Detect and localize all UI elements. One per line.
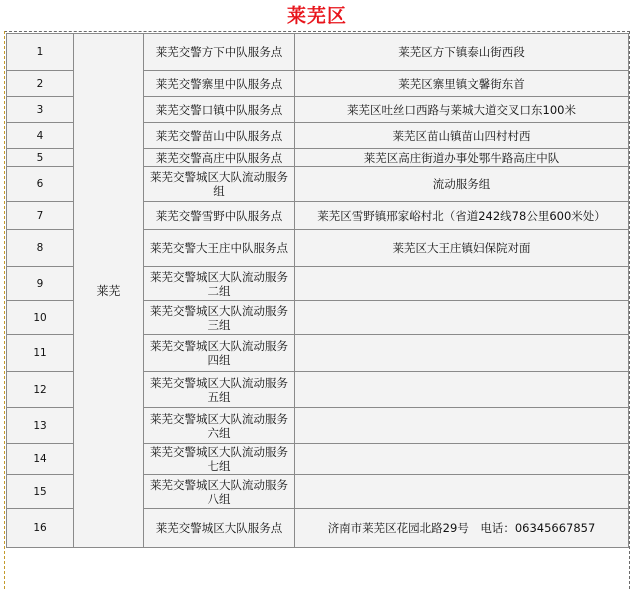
row-number: 8 [7,230,74,267]
row-number: 12 [7,372,74,408]
row-number: 3 [7,97,74,123]
row-number: 14 [7,444,74,475]
service-point-name: 莱芜交警大王庄中队服务点 [144,230,295,267]
service-point-name: 莱芜交警城区大队流动服务八组 [144,475,295,509]
service-point-address [295,444,629,475]
service-points-table [6,33,629,548]
service-point-address: 莱芜区寨里镇文馨街东首 [295,71,629,97]
service-point-address: 济南市莱芜区花园北路29号 电话：06345667857 [295,509,629,548]
region-cell: 莱芜 [74,34,144,548]
service-point-address: 莱芜区苗山镇苗山四村村西 [295,123,629,149]
service-point-address [295,475,629,509]
row-number: 10 [7,301,74,335]
row-number: 2 [7,71,74,97]
row-number: 6 [7,167,74,202]
row-number: 9 [7,267,74,301]
service-point-name: 莱芜交警城区大队流动服务组 [144,167,295,202]
service-point-name: 莱芜交警城区大队流动服务七组 [144,444,295,475]
row-number: 5 [7,149,74,167]
service-point-name: 莱芜交警城区大队流动服务三组 [144,301,295,335]
service-point-address [295,267,629,301]
page-border-right [629,31,630,589]
service-point-name: 莱芜交警城区大队服务点 [144,509,295,548]
row-number: 15 [7,475,74,509]
service-point-address [295,408,629,444]
service-point-name: 莱芜交警城区大队流动服务四组 [144,335,295,372]
service-point-name: 莱芜交警方下中队服务点 [144,34,295,71]
service-point-address [295,301,629,335]
service-point-address [295,335,629,372]
service-point-address [295,372,629,408]
service-point-name: 莱芜交警城区大队流动服务五组 [144,372,295,408]
row-number: 11 [7,335,74,372]
row-number: 1 [7,34,74,71]
service-point-address: 莱芜区方下镇泰山街西段 [295,34,629,71]
table-row [7,34,629,71]
service-point-address: 莱芜区高庄街道办事处鄂牛路高庄中队 [295,149,629,167]
page-title: 莱芜区 [286,5,347,27]
service-point-name: 莱芜交警雪野中队服务点 [144,202,295,230]
service-point-name: 莱芜交警寨里中队服务点 [144,71,295,97]
service-point-address: 莱芜区大王庄镇妇保院对面 [295,230,629,267]
service-point-address: 莱芜区雪野镇邢家峪村北（省道242线78公里600米处） [295,202,629,230]
service-point-name: 莱芜交警城区大队流动服务六组 [144,408,295,444]
page-border-top [4,31,630,32]
service-point-address: 莱芜区吐丝口西路与莱城大道交叉口东100米 [295,97,629,123]
row-number: 13 [7,408,74,444]
row-number: 16 [7,509,74,548]
service-point-name: 莱芜交警城区大队流动服务二组 [144,267,295,301]
service-point-name: 莱芜交警苗山中队服务点 [144,123,295,149]
service-point-name: 莱芜交警高庄中队服务点 [144,149,295,167]
service-point-address: 流动服务组 [295,167,629,202]
page-border-left [4,31,5,589]
row-number: 4 [7,123,74,149]
service-point-name: 莱芜交警口镇中队服务点 [144,97,295,123]
row-number: 7 [7,202,74,230]
